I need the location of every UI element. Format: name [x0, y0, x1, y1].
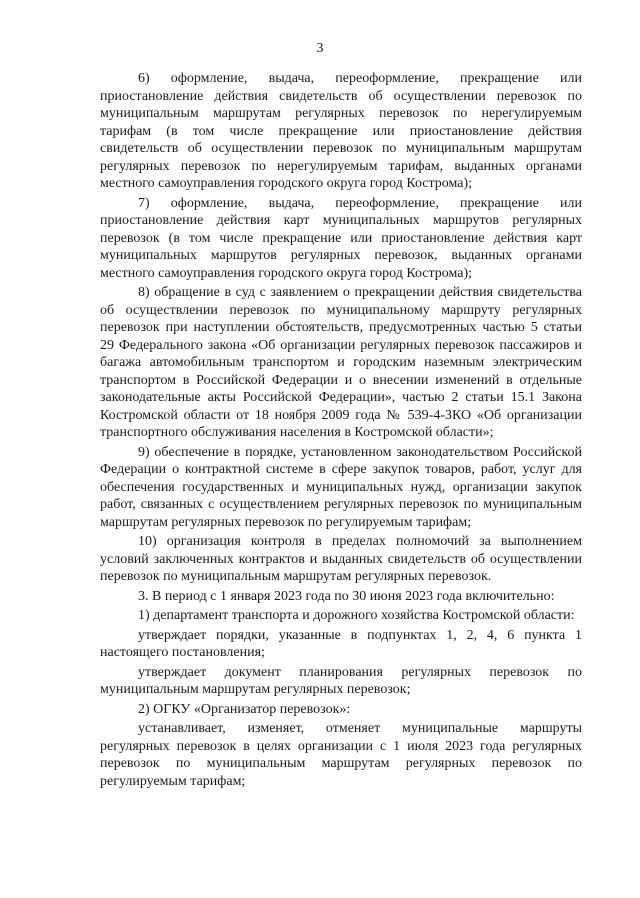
paragraph-subitem-2a: устанавливает, изменяет, отменяет муниципальные маршруты регулярных перевозок в целях организации с 1 июля 2023 года регулярных перевозок по муниципальным маршрутам регулярных перевозок по регулируемым тарифам; — [100, 721, 582, 789]
page-number: 3 — [316, 41, 324, 56]
paragraph-subitem-1: 1) департамент транспорта и дорожного хозяйства Костромской области: — [138, 608, 575, 623]
paragraph-item-7: 7) оформление, выдача, переоформление, прекращение или приостановление действия карт муниципальных маршрутов регулярных перевозок (в том числе прекращение или приостановление действия карт муниципальных маршрутов регулярных перевозок, выданных органами местного самоуправления городского округа город Кострома); — [100, 195, 582, 281]
paragraph-item-10: 10) организация контроля в пределах полномочий за выполнением условий заключенных контрактов и выданных свидетельств об осуществлении перевозок по муниципальным маршрутам регулярных перевозок. — [100, 534, 582, 584]
paragraph-section-3: 3. В период с 1 января 2023 года по 30 июня 2023 года включительно: — [138, 588, 555, 604]
paragraph-subitem-2: 2) ОГКУ «Организатор перевозок»: — [138, 701, 351, 717]
paragraph-item-6: 6) оформление, выдача, переоформление, прекращение или приостановление действия свидетельств об осуществлении перевозок по муниципальным маршрутам регулярных перевозок по нерегулируемым тарифам (в том числе прекращение или приостановление действия свидетельств об осуществлении перевозок по муниципальным маршрутам регулярных перевозок по нерегулируемым тарифам, выданных органами местного самоуправления городского округа город Кострома); — [100, 71, 582, 191]
document-body — [100, 70, 582, 792]
paragraph-item-9: 9) обеспечение в порядке, установленном законодательством Российской Федерации о контрактной системе в сфере закупок товаров, работ, услуг для обеспечения государственных и муниципальных нужд, организации закупок работ, связанных с осуществлением регулярных перевозок по муниципальным маршрутам регулярных перевозок по регулируемым тарифам; — [100, 444, 582, 530]
paragraph-subitem-1a: утверждает порядки, указанные в подпунктах 1, 2, 4, 6 пункта 1 настоящего постановления; — [100, 627, 582, 660]
paragraph-subitem-1b: утверждает документ планирования регулярных перевозок по муниципальным маршрутам регулярных перевозок; — [100, 664, 582, 697]
paragraph-item-8: 8) обращение в суд с заявлением о прекращении действия свидетельства об осуществлении перевозок по муниципальному маршруту регулярных перевозок при наступлении обстоятельств, предусмотренных частью 5 статьи 29 Федерального закона «Об организации регулярных перевозок пассажиров и багажа автомобильным транспортом и городским наземным электрическим транспортом в Российской Федерации и о внесении изменений в отдельные законодательные акты Российской Федерации», частью 2 статьи 15.1 Закона Костромской области от 18 ноября 2009 года № 539-4-ЗКО «Об организации транспортного обслуживания населения в Костромской области»; — [100, 285, 582, 440]
